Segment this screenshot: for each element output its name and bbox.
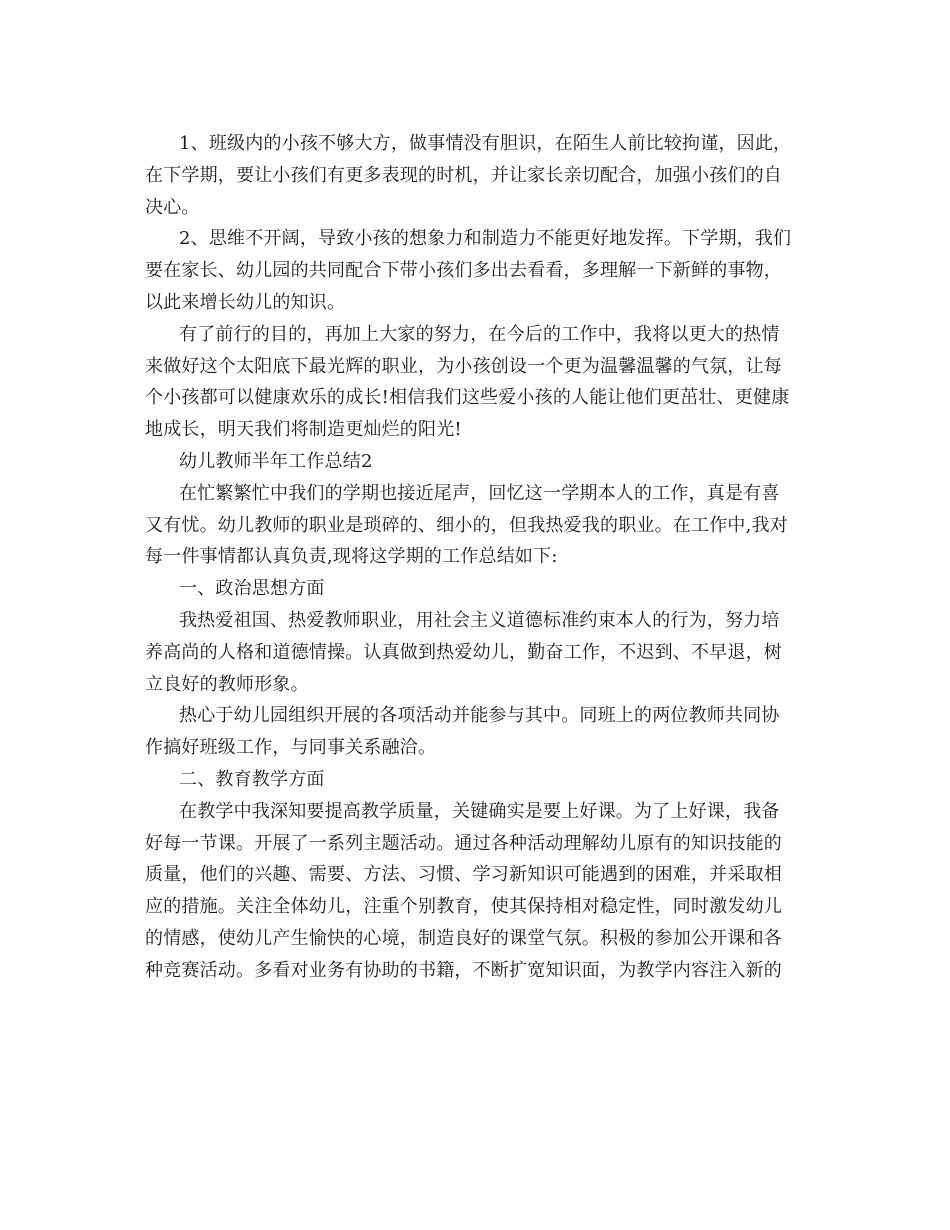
- text-line: 在教学中我深知要提高教学质量，关键确实是要上好课。为了上好课，我备: [179, 800, 780, 822]
- text-line: 地成长，明天我们将制造更灿烂的阳光!: [145, 419, 462, 441]
- text-line: 在忙繁繁忙中我们的学期也接近尾声，回忆这一学期本人的工作，真是有喜: [179, 482, 780, 504]
- text-line: 的情感，使幼儿产生愉快的心境，制造良好的课堂气氛。积极的参加公开课和各: [145, 927, 782, 949]
- text-line: 应的措施。关注全体幼儿，注重个别教育，使其保持相对稳定性，同时激发幼儿: [145, 896, 782, 918]
- text-line: 有了前行的目的，再加上大家的努力，在今后的工作中，我将以更大的热情: [179, 323, 780, 345]
- text-line: 质量，他们的兴趣、需要、方法、习惯、学习新知识可能遇到的困难，并采取相: [145, 864, 782, 886]
- text-line: 立良好的教师形象。: [145, 673, 309, 695]
- text-line: 来做好这个太阳底下最光辉的职业，为小孩创设一个更为温馨温馨的气氛，让每: [145, 355, 782, 377]
- text-line: 2、思维不开阔，导致小孩的想象力和制造力不能更好地发挥。下学期，我们: [179, 228, 792, 250]
- text-line: 幼儿教师半年工作总结2: [179, 450, 373, 472]
- text-line: 我热爱祖国、热爱教师职业，用社会主义道德标准约束本人的行为，努力培: [179, 609, 780, 631]
- text-line: 二、教育教学方面: [179, 768, 325, 790]
- text-line: 决心。: [145, 196, 200, 218]
- text-line: 热心于幼儿园组织开展的各项活动并能参与其中。同班上的两位教师共同协: [179, 705, 780, 727]
- document-page: [145, 128, 805, 987]
- text-line: 要在家长、幼儿园的共同配合下带小孩们多出去看看，多理解一下新鲜的事物，: [145, 260, 782, 282]
- text-line: 个小孩都可以健康欢乐的成长!相信我们这些爱小孩的人能让他们更茁壮、更健康: [145, 387, 790, 409]
- text-line: 一、政治思想方面: [179, 578, 325, 600]
- text-line: 又有忧。幼儿教师的职业是琐碎的、细小的，但我热爱我的职业。在工作中,我对: [145, 514, 788, 536]
- text-line: 1、班级内的小孩不够大方，做事情没有胆识，在陌生人前比较拘谨，因此，: [179, 133, 792, 154]
- text-line: 种竞赛活动。多看对业务有协助的书籍，不断扩宽知识面，为教学内容注入新的: [145, 959, 782, 981]
- text-line: 以此来增长幼儿的知识。: [145, 291, 346, 313]
- text-line: 好每一节课。开展了一系列主题活动。通过各种活动理解幼儿原有的知识技能的: [145, 832, 782, 854]
- text-line: 养高尚的人格和道德情操。认真做到热爱幼儿，勤奋工作，不迟到、不早退，树: [145, 641, 782, 663]
- text-line: 在下学期，要让小孩们有更多表现的时机，并让家长亲切配合，加强小孩们的自: [145, 164, 782, 186]
- text-line: 作搞好班级工作，与同事关系融洽。: [145, 737, 437, 759]
- text-line: 每一件事情都认真负责,现将这学期的工作总结如下:: [145, 546, 558, 568]
